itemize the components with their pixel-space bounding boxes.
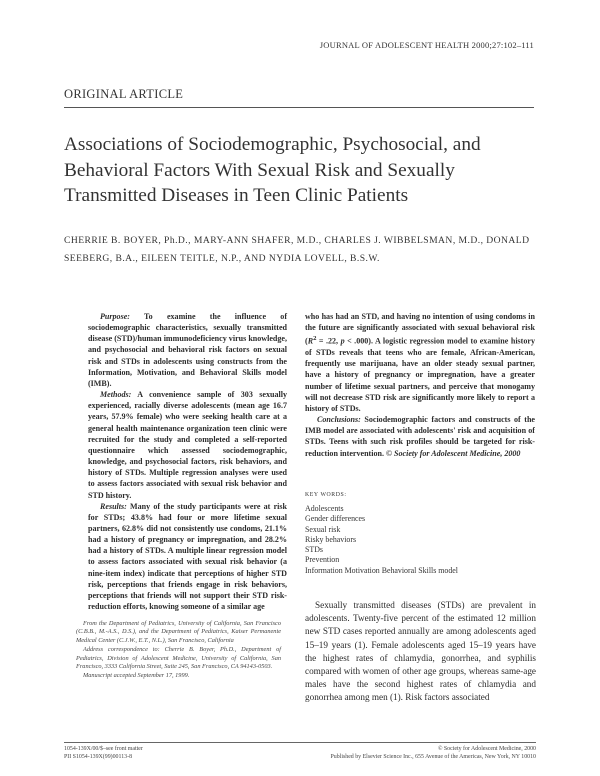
article-title: Associations of Sociodemographic, Psychosocial, and Behavioral Factors With Sexual Risk and Sexually Transmitted Diseases in Teen Clinic Patients — [64, 134, 481, 206]
society-credit: Society for Adolescent Medicine, 2000 — [394, 448, 521, 458]
footer-pii: PII S1054-139X(99)00113-8 — [64, 753, 133, 760]
footer-right — [296, 746, 536, 762]
keyword-item: Sexual risk — [305, 524, 341, 534]
results-cont-text: who has had an STD, and having no intention of using condoms in the future are significantly associated with sexual behavioral risk ( — [305, 312, 535, 346]
body-text — [305, 599, 536, 705]
purpose-label: Purpose: — [100, 312, 130, 321]
r-squared-value: = .22, — [316, 336, 341, 346]
body-paragraph: Sexually transmitted diseases (STDs) are prevalent in adolescents. Twenty-five percent of the estimated 12 million new STD cases reported annually are among adolescents aged 15–19 years (1). Female adolescents aged 15–19 years have the highest rates of chlamydia, gonorrhea, and syphilis compared with women of other age groups, whereas same-age males have the second highest rates of chlamydia and gonorrhea among men (1). Risk factors associated — [305, 600, 536, 703]
conclusions-label: Conclusions: — [317, 415, 361, 425]
results-cont-text-2: < .000). A logistic regression model to examine history of STDs reveals that teens who are female, African-American, frequently use marijuana, have an older steady sexual partner, have a history of pregnancy or impregnation, have a greater number of lifetime sexual partners, and perceive that monogamy will not decrease STD risk are significantly more likely to report a history of STDs. — [305, 336, 535, 413]
abstract-results-continued — [305, 311, 535, 414]
abstract-conclusions — [305, 414, 535, 459]
r-squared-symbol: R — [307, 336, 314, 346]
author-list: CHERRIE B. BOYER, Ph.D., MARY-ANN SHAFER, M.D., CHARLES J. WIBBELSMAN, M.D., DONALD SEEBERG, B.A., EILEEN TEITLE, N.P., AND NYDIA LOVELL, B.S.W. — [64, 235, 530, 264]
keyword-item: Information Motivation Behavioral Skills model — [305, 565, 458, 575]
abstract-results — [88, 501, 287, 613]
footer-left — [64, 746, 143, 762]
footer-divider — [64, 742, 536, 743]
results-text: Many of the study participants were at risk for STDs; 43.8% had four or more lifetime sexual partners, 62.8% did not consistently use condoms, 21.1% had a history of pregnancy or impregnation, and 28.2% had a history of STDs. A multiple linear regression model to assess factors associated with sexual risk behavior (a nine-item index) indicate that perceptions of higher STD risk, perceptions that friends engage in risk behaviors, perceptions that friends will not support their STD risk-reduction efforts, knowing someone of a similar age — [88, 501, 287, 612]
section-label: ORIGINAL ARTICLE — [64, 87, 184, 101]
footer-copyright: © Society for Adolescent Medicine, 2000 — [437, 746, 536, 752]
section-divider — [64, 107, 534, 108]
purpose-text: To examine the influence of sociodemographic characteristics, sexually transmitted disease (STD)/human immunodeficiency virus knowledge, and psychosocial and behavioral risk factors on sexual risk and STDs in adolescents using constructs from the Information, Motivation, and Behavioral Skills model (IMB). — [88, 312, 287, 388]
abstract-purpose — [88, 311, 287, 389]
footnotes — [76, 620, 281, 682]
keyword-item: Prevention — [305, 555, 340, 565]
keyword-item: STDs — [305, 545, 323, 555]
methods-text: A convenience sample of 303 sexually experienced, racially diverse adolescents (mean age 16.7 years, 57.9% female) who were seeking health care at a general health maintenance organization teen clinic were recruited for the study and completed a self-reported questionnaire which assessed sociodemographic, knowledge, and psychosocial factors, risk behaviors, and history of STDs. Multiple regression analyses were used to assess factors associated with sexual risk behavior and STD history. — [88, 390, 287, 500]
abstract-methods — [88, 389, 287, 501]
keywords-list — [305, 504, 458, 576]
abstract-column-left — [88, 311, 287, 612]
p-symbol: p — [340, 336, 345, 346]
footer-issn: 1054-139X/00/$–see front matter — [64, 746, 143, 752]
keyword-item: Adolescents — [305, 504, 344, 513]
footnote-accepted: Manuscript accepted September 17, 1999. — [83, 672, 190, 680]
abstract-column-right — [305, 311, 535, 459]
footnote-affiliation: From the Department of Pediatrics, University of California, San Francisco (C.B.B., M.-A.S., D.S.), and the Department of Pediatrics, Kaiser Permanente Medical Center (C.J.W., E.T., N.L.), San Francisco, California — [76, 620, 281, 644]
keyword-item: Risky behaviors — [305, 534, 357, 544]
footer-publisher: Published by Elsevier Science Inc., 655 Avenue of the Americas, New York, NY 10010 — [330, 753, 536, 760]
journal-header: JOURNAL OF ADOLESCENT HEALTH 2000;27:102–111 — [319, 40, 534, 50]
results-label: Results: — [100, 501, 127, 511]
methods-label: Methods: — [100, 390, 132, 400]
conclusions-text: Sociodemographic factors and constructs of the IMB model are associated with adolescents' risk and acquisition of STDs. Teens with such risk profiles should be targeted for risk-reduction intervention. © — [305, 415, 535, 458]
keywords-label: KEY WORDS: — [305, 492, 347, 498]
keyword-item: Gender differences — [305, 514, 366, 524]
r-squared-exponent: 2 — [313, 335, 317, 343]
footnote-correspondence: Address correspondence to: Cherrie B. Boyer, Ph.D., Department of Pediatrics, Division of Adolescent Medicine, University of California, San Francisco, 3333 California Street, Suite 245, San Francisco, CA 94143-0503. — [76, 646, 281, 671]
